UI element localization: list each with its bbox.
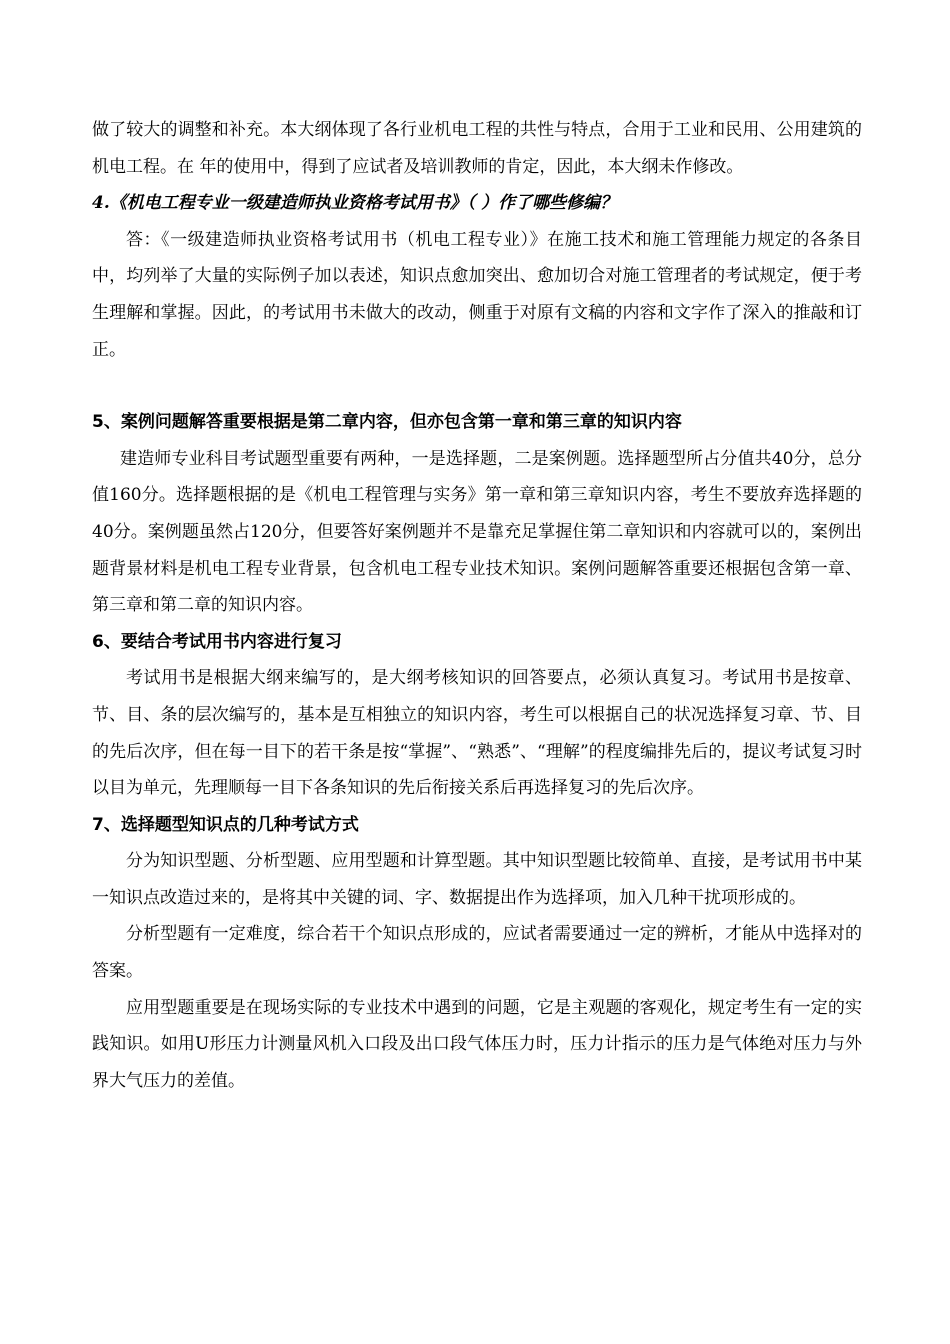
paragraph-application-questions: 应用型题重要是在现场实际的专业技术中遇到的问题，它是主观题的客观化，规定考生有一定的实践知识。如用U形压力计测量风机入口段及出口段气体压力时，压力计指示的压力是气体绝对压力与外界大气压力的差值。 bbox=[92, 997, 862, 1091]
paragraph-section-5: 建造师专业科目考试题型重要有两种，一是选择题，二是案例题。选择题型所占分值共40分，总分值160分。选择题根据的是《机电工程管理与实务》第一章和第三章知识内容，考生不要放弃选择题的40分。案例题虽然占120分，但要答好案例题并不是靠充足掌握住第二章知识和内容就可以的，案例出题背景材料是机电工程专业背景，包含机电工程专业技术知识。案例问题解答重要还根据包含第一章、第三章和第二章的知识内容。 bbox=[92, 448, 862, 616]
heading-section-6: 6、要结合考试用书内容进行复习 bbox=[92, 631, 342, 652]
heading-section-5: 5、案例问题解答重要根据是第二章内容，但亦包含第一章和第三章的知识内容 bbox=[92, 412, 682, 433]
paragraph-analysis-questions: 分析型题有一定难度，综合若干个知识点形成的，应试者需要通过一定的辨析，才能从中选择对的答案。 bbox=[92, 924, 862, 982]
heading-section-7: 7、选择题型知识点的几种考试方式 bbox=[92, 814, 359, 835]
paragraph-answer-4: 答：《一级建造师执业资格考试用书（机电工程专业）》在施工技术和施工管理能力规定的各条目中，均列举了大量的实际例子加以表述，知识点愈加突出、愈加切合对施工管理者的考试规定，便于考生理解和掌握。因此，的考试用书未做大的改动，侧重于对原有文稿的内容和文字作了深入的推敲和订正。 bbox=[92, 229, 862, 360]
paragraph-knowledge-questions: 分为知识型题、分析型题、应用型题和计算型题。其中知识型题比较简单、直接，是考试用书中某一知识点改造过来的，是将其中关键的词、字、数据提出作为选择项，加入几种干扰项形成的。 bbox=[92, 851, 862, 908]
paragraph-section-6: 考试用书是根据大纲来编写的，是大纲考核知识的回答要点，必须认真复习。考试用书是按章、节、目、条的层次编写的，基本是互相独立的知识内容，考生可以根据自己的状况选择复习章、节、目的先后次序，但在每一目下的若干条是按“掌握”、“熟悉”、“理解”的程度编排先后的，提议考试复习时以目为单元，先理顺每一目下各条知识的先后衔接关系后再选择复习的先后次序。 bbox=[92, 668, 862, 799]
paragraph-outline-intro: 做了较大的调整和补充。本大纲体现了各行业机电工程的共性与特点，合用于工业和民用、公用建筑的机电工程。在 年的使用中，得到了应试者及培训教师的肯定，因此，本大纲未作修改。 bbox=[92, 120, 862, 177]
document-page bbox=[92, 112, 862, 1099]
section-gap bbox=[92, 368, 862, 404]
heading-question-4: 4.《机电工程专业一级建造师执业资格考试用书》（ ）作了哪些修编？ bbox=[92, 193, 618, 214]
